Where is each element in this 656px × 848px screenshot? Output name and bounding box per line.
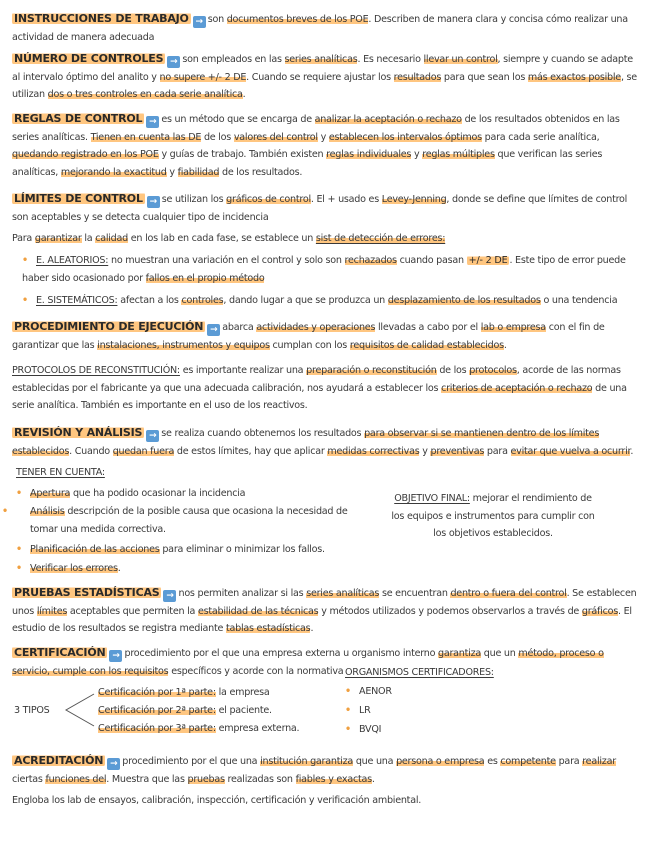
highlight: realizar — [582, 756, 616, 767]
text: con el fin de garantizar que las — [12, 322, 605, 351]
text: es importante realizar una — [179, 365, 307, 376]
text: . Es necesario — [357, 54, 424, 65]
highlight: actividades y operaciones — [256, 322, 376, 333]
arrow-icon: → — [107, 758, 120, 770]
text: para eliminar o minimizar los fallos. — [159, 544, 325, 555]
text: para que sean los — [441, 71, 528, 83]
highlight: quedando registrado en los POE — [12, 149, 159, 161]
highlight: Levey-Jenning — [381, 194, 447, 205]
arrow-icon: → — [146, 430, 159, 442]
text: en los lab en cada fase, se establece un — [127, 233, 316, 244]
section-pruebas — [12, 584, 642, 638]
bullet-aleatorios — [22, 252, 632, 287]
highlight: criterios de aceptación o rechazo — [441, 382, 593, 394]
highlight: lab o empresa — [480, 322, 546, 333]
text: . — [117, 563, 121, 574]
cert-tipo-2 — [98, 702, 272, 720]
text: y — [419, 445, 431, 457]
text: cuando pasan — [396, 255, 467, 266]
highlight: Planificación de las acciones — [30, 544, 160, 555]
highlight: dentro o fuera del control — [450, 588, 567, 599]
highlight: fiabilidad — [177, 166, 220, 178]
text: se encuentran — [379, 588, 451, 599]
text: . — [310, 623, 314, 635]
section-instrucciones — [12, 10, 642, 46]
text: , se utilizan — [12, 71, 637, 101]
organismos-label: ORGANISMOS CERTIFICADORES: — [345, 667, 494, 678]
highlight: reglas individuales — [326, 149, 412, 161]
highlight: rechazados — [344, 255, 397, 266]
text: llevadas a cabo por el — [375, 322, 481, 333]
text: , acorde de las normas establecidas por el fabricante ya que una adecuada calibración, nos ayudará a establecer los — [12, 365, 621, 394]
brace-icon — [60, 690, 96, 730]
section-limites-control — [12, 190, 642, 226]
text: de los — [201, 131, 234, 143]
highlight: competente — [500, 756, 556, 767]
text: y — [317, 131, 329, 143]
text: , dando lugar a que se produzca un — [223, 295, 388, 306]
highlight: método, proceso o servicio, cumple con los requisitos — [12, 648, 604, 677]
highlight: series analíticas — [284, 54, 358, 65]
text: de los resultados obtenidos en las series analíticas. — [12, 114, 620, 143]
text: y métodos utilizados y podemos observarlos a través de — [318, 605, 582, 617]
text: mejorar el rendimiento de los equipos e instrumentos para cumplir con los objetivos establecidos. — [391, 493, 595, 540]
text: de estos límites, hay que aplicar — [174, 445, 328, 457]
paragraph-deteccion — [12, 230, 642, 248]
highlight: mejorando la exactitud — [60, 166, 167, 178]
text: Para — [12, 233, 35, 244]
arrow-icon: → — [207, 324, 220, 336]
highlight: reglas múltiples — [422, 149, 495, 161]
text: no muestran una variación en el control y solo son — [108, 255, 345, 266]
highlight: garantiza — [438, 648, 481, 659]
text: de los resultados. — [219, 166, 303, 178]
highlight: preparación o reconstitución — [306, 365, 437, 376]
text: se utilizan los — [161, 194, 227, 205]
text: el paciente. — [215, 705, 272, 716]
highlight: documentos breves de los POE — [226, 14, 369, 25]
section-revision — [12, 424, 642, 460]
text: . — [371, 773, 375, 785]
cert-tipo-1 — [98, 684, 270, 702]
highlight: gráficos — [581, 605, 618, 617]
bullet-icon: • — [22, 295, 28, 306]
text: para cada serie analítica, — [481, 131, 600, 143]
text: . Describen de manera clara y concisa cómo realizar una actividad de manera adecuada — [12, 14, 628, 43]
text: . Se establecen unos — [12, 588, 637, 617]
bullet-icon: • — [345, 686, 351, 697]
paragraph-protocolos — [12, 362, 642, 415]
heading-pruebas: PRUEBAS ESTADÍSTICAS — [14, 586, 160, 599]
highlight: analizar la aceptación o rechazo — [314, 114, 462, 125]
highlight: dos o tres controles en cada serie analítica — [47, 89, 243, 101]
highlight: desplazamiento de los resultados — [387, 295, 541, 306]
revision-item-2 — [2, 503, 350, 538]
text: y — [411, 149, 423, 161]
highlight: series analíticas — [306, 588, 380, 599]
text: y guías de trabajo. También existen — [158, 149, 327, 161]
text: procedimiento por el que una empresa externa u organismo interno — [124, 648, 439, 659]
text: OBJETIVO FINAL: — [394, 493, 470, 504]
tres-tipos: 3 TIPOS — [14, 705, 50, 716]
text: la empresa — [215, 687, 270, 698]
text: que un — [480, 648, 519, 659]
text: de los — [436, 365, 470, 376]
text: , donde se define que límites de control son aceptables y se detecta cualquier tipo de incidencia — [12, 194, 628, 223]
text: de una serie analítica. También es importante en el uso de los reactivos. — [12, 382, 627, 412]
text: para — [555, 756, 583, 767]
text: E. ALEATORIOS: — [36, 255, 109, 266]
highlight: más exactos posible — [527, 71, 621, 83]
text: que una — [353, 756, 397, 767]
highlight: protocolos — [469, 365, 517, 376]
text: . El + usado es — [310, 194, 382, 205]
org-item — [345, 702, 371, 720]
bullet-sistematicos — [22, 292, 632, 310]
text: son — [207, 14, 227, 25]
text: procedimiento por el que una — [122, 756, 261, 767]
text: realizadas son — [224, 773, 296, 785]
objetivo-final — [388, 490, 598, 543]
text: y — [166, 166, 178, 178]
text: es un método que se encarga de — [161, 114, 315, 125]
bullet-icon: • — [345, 705, 351, 716]
org-item — [345, 683, 392, 701]
highlight: límites — [36, 605, 68, 617]
highlight: medidas correctivas — [327, 445, 420, 457]
highlight: funciones del — [45, 773, 107, 785]
heading-certificacion: CERTIFICACIÓN — [14, 646, 106, 659]
text: aceptables que permiten la — [67, 605, 198, 617]
highlight: controles — [181, 295, 224, 306]
revision-item-1 — [16, 485, 346, 503]
text: . — [242, 89, 246, 101]
highlight: para observar si se mantienen dentro de los límites establecidos — [12, 428, 600, 457]
highlight: persona o empresa — [396, 756, 485, 767]
bullet-icon: • — [16, 544, 22, 555]
text: específicos y acorde con la normativa — [168, 665, 344, 677]
text: . — [630, 445, 634, 457]
revision-item-4 — [16, 560, 346, 578]
highlight: Certificación por 3ª parte: — [98, 723, 216, 734]
text: LR — [359, 705, 371, 716]
arrow-icon: → — [163, 590, 176, 602]
text: para — [484, 445, 511, 457]
text: la — [81, 233, 96, 244]
heading-instrucciones: INSTRUCCIONES DE TRABAJO — [14, 12, 189, 25]
highlight: calidad — [95, 233, 128, 244]
heading-revision: REVISIÓN Y ANÁLISIS — [14, 426, 143, 439]
highlight: resultados — [393, 71, 442, 83]
text: . Cuando — [69, 445, 113, 457]
text: abarca — [222, 322, 257, 333]
paragraph-engloba: Engloba los lab de ensayos, calibración, inspección, certificación y verificación ambiental. — [12, 795, 422, 806]
highlight: gráficos de control — [226, 194, 311, 205]
highlight: instalaciones, instrumentos y equipos — [97, 339, 270, 351]
arrow-icon: → — [146, 116, 159, 128]
text: . Muestra que las — [106, 773, 188, 785]
text: afectan a los — [117, 295, 182, 306]
text: . — [503, 339, 507, 351]
text: , siempre y cuando se adapte al intervalo óptimo del analito y — [12, 54, 633, 83]
bullet-icon: • — [345, 724, 351, 735]
tener-en-cuenta: TENER EN CUENTA: — [16, 467, 105, 478]
section-procedimiento — [12, 318, 642, 354]
text: que verifican las series analíticas, — [12, 149, 603, 178]
text: empresa externa. — [215, 723, 300, 734]
highlight: requisitos de calidad establecidos — [349, 339, 504, 351]
highlight: estabilidad de las técnicas — [197, 605, 319, 617]
highlight: no supere +/- 2 DE — [159, 71, 247, 83]
text: . Este tipo de error puede haber sido ocasionado por — [22, 255, 626, 284]
arrow-icon: → — [193, 16, 206, 28]
text: cumplan con los — [269, 339, 350, 351]
revision-item-3 — [16, 541, 346, 559]
highlight: quedan fuera — [112, 445, 175, 457]
section-acreditacion — [12, 752, 642, 788]
heading-limites-control: LÍMITES DE CONTROL — [14, 192, 143, 205]
text: o una tendencia — [540, 295, 618, 306]
text: descripción de la posible causa que ocasiona la necesidad de tomar una medida correctiva. — [30, 506, 348, 535]
highlight: Certificación por 2ª parte: — [98, 705, 216, 716]
section-reglas-control — [12, 110, 642, 181]
heading-reglas-control: REGLAS DE CONTROL — [14, 112, 143, 125]
text: que ha podido ocasionar la incidencia — [70, 488, 246, 499]
highlight: garantizar — [34, 233, 82, 244]
text: AENOR — [359, 686, 392, 697]
highlight: valores del control — [233, 131, 318, 143]
text: BVQI — [359, 724, 382, 735]
highlight: Tienen en cuenta las DE — [90, 131, 202, 143]
highlight: fallos en el propio método — [145, 272, 265, 284]
org-item — [345, 721, 381, 739]
text: es — [484, 756, 501, 767]
text: . El estudio de los resultados se registra mediante — [12, 605, 632, 635]
highlight: institución garantiza — [260, 756, 354, 767]
arrow-icon: → — [147, 196, 160, 208]
heading-procedimiento: PROCEDIMIENTO DE EJECUCIÓN — [14, 320, 204, 333]
text: son empleados en las — [182, 54, 285, 65]
section-numero-controles — [12, 50, 642, 104]
text: PROTOCOLOS DE RECONSTITUCIÓN: — [12, 365, 180, 376]
highlight: +/- 2 DE — [468, 255, 508, 266]
highlight: preventivas — [430, 445, 485, 457]
highlight: tablas estadísticas — [225, 623, 311, 635]
highlight: evitar que vuelva a ocurrir — [510, 445, 631, 457]
text: E. SISTEMÁTICOS: — [36, 295, 118, 306]
arrow-icon: → — [167, 56, 180, 68]
cert-tipo-3 — [98, 720, 299, 738]
highlight: sist de detección de errores: — [315, 233, 446, 244]
highlight: fiables y exactas — [295, 773, 372, 785]
highlight: Verificar los errores — [30, 563, 118, 574]
bullet-icon: • — [22, 255, 28, 266]
text: se realiza cuando obtenemos los resultados — [161, 428, 365, 439]
bullet-icon: • — [16, 488, 22, 499]
highlight: llevar un control — [423, 54, 498, 65]
heading-acreditacion: ACREDITACIÓN — [14, 754, 104, 767]
text: . Cuando se requiere ajustar los — [246, 71, 394, 83]
highlight: pruebas — [187, 773, 225, 785]
heading-numero-controles: NÚMERO DE CONTROLES — [14, 52, 164, 65]
highlight: Análisis — [30, 506, 65, 517]
highlight: Certificación por 1ª parte: — [98, 687, 216, 698]
highlight: Apertura — [30, 488, 71, 499]
bullet-icon: • — [16, 563, 22, 574]
section-certificacion — [12, 644, 642, 680]
highlight: establecen los intervalos óptimos — [328, 131, 482, 143]
arrow-icon: → — [109, 650, 122, 662]
bullet-icon: • — [2, 506, 8, 517]
text: ciertas — [12, 773, 46, 785]
text: nos permiten analizar si las — [178, 588, 307, 599]
